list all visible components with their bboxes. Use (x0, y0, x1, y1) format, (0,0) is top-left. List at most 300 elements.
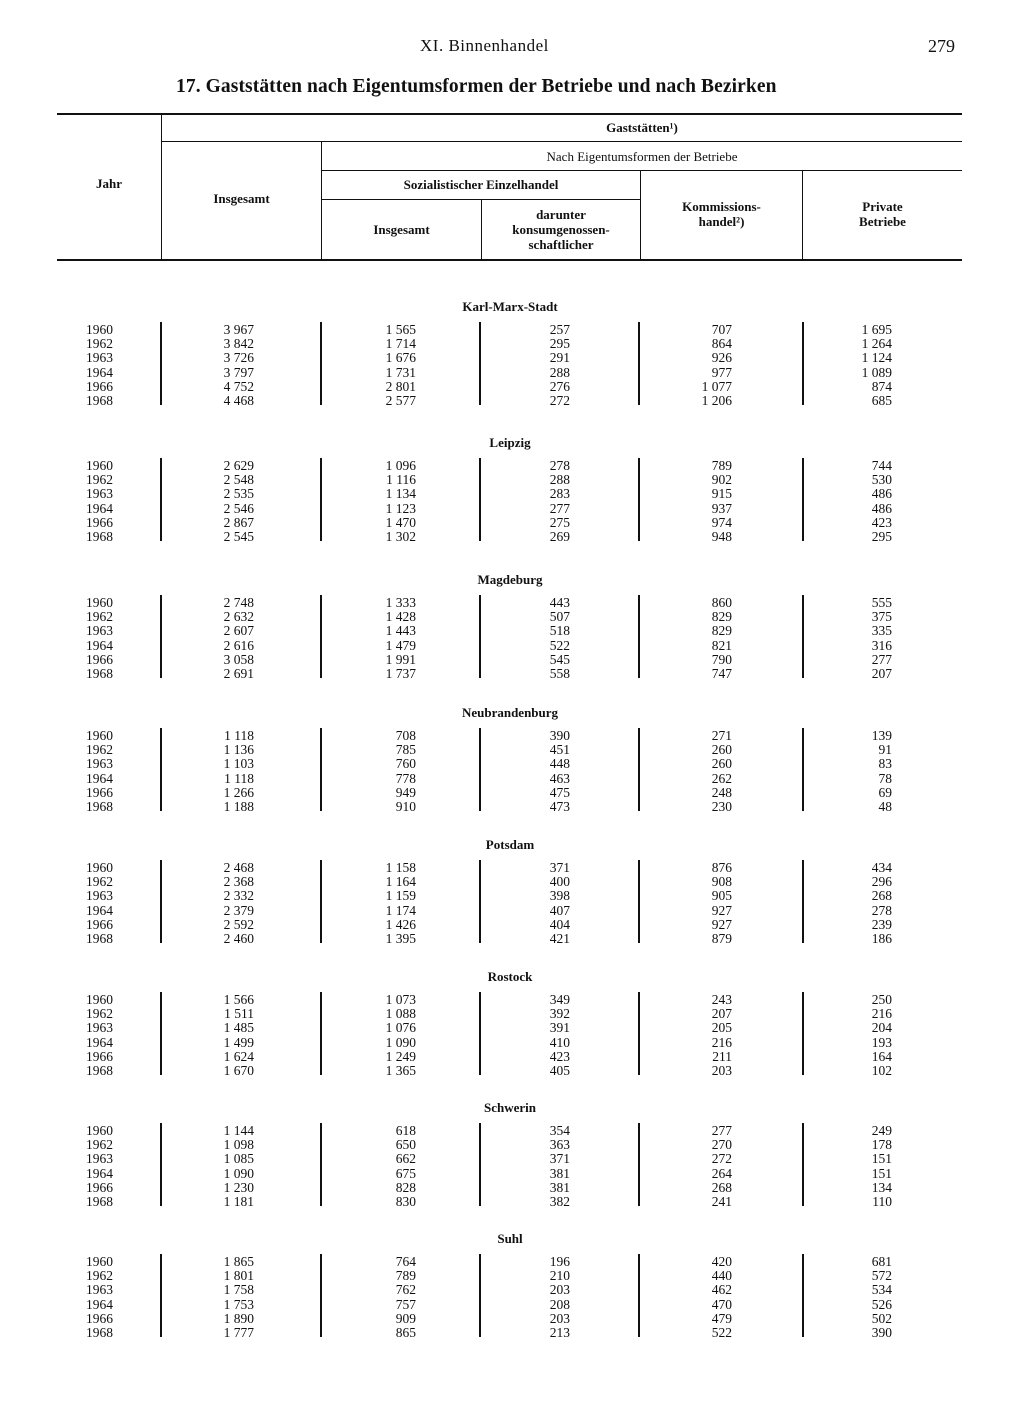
column-bar (802, 595, 804, 678)
district-heading: Magdeburg (477, 572, 543, 587)
cell-kommission: 821 (711, 637, 732, 653)
table-row (0, 366, 1024, 380)
cell-konsum: 545 (549, 651, 570, 667)
column-bar (320, 992, 322, 1075)
cell-total: 4 752 (223, 378, 254, 394)
cell-total: 1 103 (223, 756, 254, 772)
table-row (0, 516, 1024, 530)
column-bar (160, 1254, 162, 1337)
cell-kommission: 974 (711, 514, 732, 530)
cell-konsum: 404 (549, 916, 570, 932)
column-bar (320, 860, 322, 943)
cell-total: 1 485 (223, 1020, 254, 1036)
cell-konsum: 400 (549, 874, 570, 890)
header-rule-gaststaetten (162, 141, 962, 142)
cell-year: 1964 (86, 637, 113, 653)
cell-soz-total: 1 116 (386, 472, 416, 488)
cell-year: 1966 (86, 378, 113, 394)
cell-kommission: 926 (711, 350, 732, 366)
table-row (0, 530, 1024, 544)
cell-konsum: 288 (549, 472, 570, 488)
cell-total: 1 118 (224, 728, 254, 743)
cell-kommission: 927 (711, 916, 732, 932)
table-row (0, 351, 1024, 365)
cell-year: 1960 (86, 595, 113, 610)
cell-year: 1964 (86, 500, 113, 516)
cell-year: 1963 (86, 486, 113, 502)
cell-soz-total: 1 731 (385, 364, 416, 380)
cell-total: 1 188 (223, 799, 254, 814)
header-bottom-rule (57, 259, 962, 261)
cell-kommission: 790 (711, 651, 732, 667)
cell-private: 239 (871, 916, 892, 932)
cell-soz-total: 762 (395, 1282, 416, 1298)
cell-soz-total: 1 333 (385, 595, 416, 610)
cell-konsum: 522 (549, 637, 570, 653)
cell-soz-total: 1 443 (385, 623, 416, 639)
cell-soz-total: 1 134 (385, 486, 416, 502)
cell-year: 1963 (86, 350, 113, 366)
cell-soz-total: 1 395 (385, 931, 416, 946)
column-bar (320, 458, 322, 541)
cell-total: 1 777 (223, 1325, 254, 1340)
table-row (0, 337, 1024, 351)
district-heading: Potsdam (485, 837, 535, 852)
cell-private: 1 089 (861, 364, 892, 380)
column-bar (160, 992, 162, 1075)
cell-year: 1968 (86, 666, 113, 681)
cell-total: 3 842 (223, 336, 254, 352)
cell-kommission: 977 (711, 364, 732, 380)
cell-konsum: 475 (549, 784, 570, 800)
cell-konsum: 272 (549, 393, 570, 408)
cell-total: 3 797 (223, 364, 254, 380)
cell-kommission: 264 (711, 1165, 732, 1181)
cell-kommission: 440 (711, 1268, 732, 1284)
cell-konsum: 291 (549, 350, 570, 366)
cell-total: 1 085 (223, 1151, 254, 1167)
cell-total: 2 546 (223, 500, 254, 516)
cell-konsum: 405 (549, 1063, 570, 1078)
cell-soz-total: 662 (395, 1151, 416, 1167)
cell-kommission: 248 (711, 784, 732, 800)
cell-private: 1 695 (861, 322, 892, 337)
cell-kommission: 876 (711, 860, 732, 875)
cell-total: 1 118 (224, 770, 254, 786)
cell-kommission: 277 (711, 1123, 732, 1138)
cell-total: 3 058 (223, 651, 254, 667)
cell-total: 1 758 (223, 1282, 254, 1298)
cell-konsum: 423 (549, 1048, 570, 1064)
cell-konsum: 558 (549, 666, 570, 681)
cell-konsum: 278 (549, 458, 570, 473)
cell-year: 1963 (86, 756, 113, 772)
cell-soz-total: 1 426 (385, 916, 416, 932)
cell-total: 1 499 (223, 1034, 254, 1050)
header-top-rule (57, 113, 962, 115)
cell-year: 1960 (86, 322, 113, 337)
cell-konsum: 443 (549, 595, 570, 610)
cell-private: 874 (871, 378, 892, 394)
district-heading: Schwerin (484, 1100, 536, 1115)
cell-konsum: 390 (549, 728, 570, 743)
cell-private: 486 (871, 486, 892, 502)
header-darunter (482, 207, 640, 252)
cell-konsum: 410 (549, 1034, 570, 1050)
column-bar (638, 1254, 640, 1337)
cell-total: 2 592 (223, 916, 254, 932)
cell-private: 278 (871, 902, 892, 918)
cell-konsum: 392 (549, 1006, 570, 1022)
cell-year: 1964 (86, 1296, 113, 1312)
cell-total: 1 865 (223, 1254, 254, 1269)
cell-total: 2 468 (223, 860, 254, 875)
column-bar (320, 322, 322, 405)
header-gaststaetten: Gaststätten¹) (606, 120, 678, 135)
cell-kommission: 789 (711, 458, 732, 473)
table-row (0, 610, 1024, 624)
cell-year: 1963 (86, 888, 113, 904)
cell-year: 1960 (86, 860, 113, 875)
cell-total: 3 726 (223, 350, 254, 366)
column-bar (479, 322, 481, 405)
cell-year: 1968 (86, 1325, 113, 1340)
cell-total: 1 890 (223, 1310, 254, 1326)
cell-konsum: 349 (549, 992, 570, 1007)
cell-konsum: 421 (549, 931, 570, 946)
cell-konsum: 277 (549, 500, 570, 516)
column-bar (802, 322, 804, 405)
cell-private: 502 (871, 1310, 892, 1326)
cell-konsum: 196 (549, 1254, 570, 1269)
cell-kommission: 243 (711, 992, 732, 1007)
table-row (0, 918, 1024, 932)
cell-year: 1968 (86, 1063, 113, 1078)
cell-year: 1966 (86, 1048, 113, 1064)
cell-private: 151 (871, 1151, 892, 1167)
column-bar (802, 728, 804, 811)
cell-year: 1966 (86, 784, 113, 800)
column-bar (638, 728, 640, 811)
table-row (0, 653, 1024, 667)
cell-total: 2 691 (223, 666, 254, 681)
column-bar (479, 860, 481, 943)
cell-kommission: 522 (711, 1325, 732, 1340)
cell-year: 1962 (86, 609, 113, 625)
cell-year: 1962 (86, 1268, 113, 1284)
cell-soz-total: 778 (395, 770, 416, 786)
column-bar (802, 860, 804, 943)
cell-kommission: 707 (711, 322, 732, 337)
table-row (0, 1298, 1024, 1312)
cell-kommission: 230 (711, 799, 732, 814)
cell-private: 685 (871, 393, 892, 408)
cell-total: 1 753 (223, 1296, 254, 1312)
column-bar (320, 1123, 322, 1206)
cell-total: 2 379 (223, 902, 254, 918)
table-row (0, 1283, 1024, 1297)
cell-kommission: 905 (711, 888, 732, 904)
cell-private: 316 (871, 637, 892, 653)
header-rule-eigentum (322, 170, 962, 171)
table-row (0, 394, 1024, 408)
cell-soz-total: 1 158 (385, 860, 416, 875)
cell-kommission: 271 (711, 728, 732, 743)
cell-soz-total: 1 123 (385, 500, 416, 516)
column-bar (638, 458, 640, 541)
cell-private: 555 (871, 595, 892, 610)
cell-private: 249 (871, 1123, 892, 1138)
table-row (0, 596, 1024, 610)
cell-total: 1 511 (224, 1006, 254, 1022)
cell-soz-total: 708 (395, 728, 416, 743)
cell-total: 2 616 (223, 637, 254, 653)
table-row (0, 1021, 1024, 1035)
cell-konsum: 257 (549, 322, 570, 337)
cell-private: 83 (878, 756, 892, 772)
cell-total: 1 136 (223, 742, 254, 758)
cell-private: 110 (872, 1194, 892, 1209)
cell-private: 1 124 (861, 350, 892, 366)
table-row (0, 380, 1024, 394)
header-darunter-line2: konsumgenossen- (512, 222, 610, 237)
column-bar (160, 458, 162, 541)
cell-year: 1962 (86, 336, 113, 352)
cell-kommission: 908 (711, 874, 732, 890)
column-bar (479, 458, 481, 541)
district-heading: Neubrandenburg (461, 705, 559, 720)
cell-year: 1962 (86, 742, 113, 758)
cell-total: 1 801 (223, 1268, 254, 1284)
column-bar (160, 728, 162, 811)
cell-private: 744 (871, 458, 892, 473)
district-heading: Rostock (487, 969, 533, 984)
cell-soz-total: 1 714 (385, 336, 416, 352)
header-kommission (641, 199, 802, 229)
cell-total: 1 098 (223, 1137, 254, 1153)
cell-kommission: 829 (711, 609, 732, 625)
table-row (0, 1050, 1024, 1064)
cell-kommission: 879 (711, 931, 732, 946)
cell-soz-total: 910 (395, 799, 416, 814)
cell-year: 1963 (86, 1020, 113, 1036)
cell-private: 207 (871, 666, 892, 681)
cell-private: 681 (871, 1254, 892, 1269)
cell-total: 2 545 (223, 529, 254, 544)
cell-konsum: 208 (549, 1296, 570, 1312)
table-row (0, 639, 1024, 653)
cell-private: 139 (871, 728, 892, 743)
cell-kommission: 747 (711, 666, 732, 681)
cell-soz-total: 675 (395, 1165, 416, 1181)
header-private-line2: Betriebe (859, 214, 906, 229)
table-title: 17. Gaststätten nach Eigentumsformen der Betriebe und nach Bezirken (176, 76, 777, 97)
cell-soz-total: 830 (395, 1194, 416, 1209)
cell-total: 1 670 (223, 1063, 254, 1078)
cell-total: 2 748 (223, 595, 254, 610)
cell-soz-total: 909 (395, 1310, 416, 1326)
header-darunter-line3: schaftlicher (528, 237, 594, 252)
cell-total: 2 632 (223, 609, 254, 625)
cell-year: 1966 (86, 514, 113, 530)
cell-private: 91 (878, 742, 892, 758)
cell-private: 277 (871, 651, 892, 667)
table-row (0, 743, 1024, 757)
cell-private: 250 (871, 992, 892, 1007)
cell-kommission: 270 (711, 1137, 732, 1153)
cell-year: 1962 (86, 472, 113, 488)
running-head (0, 36, 1024, 56)
cell-private: 216 (871, 1006, 892, 1022)
cell-private: 295 (871, 529, 892, 544)
cell-year: 1966 (86, 651, 113, 667)
cell-total: 2 368 (223, 874, 254, 890)
cell-konsum: 283 (549, 486, 570, 502)
cell-private: 375 (871, 609, 892, 625)
cell-private: 390 (871, 1325, 892, 1340)
cell-total: 2 548 (223, 472, 254, 488)
table-row (0, 786, 1024, 800)
page-number: 279 (928, 36, 955, 56)
cell-year: 1968 (86, 1194, 113, 1209)
cell-soz-total: 1 991 (385, 651, 416, 667)
cell-year: 1963 (86, 1282, 113, 1298)
table-row (0, 861, 1024, 875)
header-soz-einzelhandel: Sozialistischer Einzelhandel (403, 177, 559, 192)
cell-kommission: 902 (711, 472, 732, 488)
cell-kommission: 420 (711, 1254, 732, 1269)
cell-kommission: 1 206 (701, 393, 732, 408)
cell-private: 48 (878, 799, 892, 814)
cell-year: 1966 (86, 1310, 113, 1326)
cell-konsum: 210 (549, 1268, 570, 1284)
table-row (0, 772, 1024, 786)
cell-private: 78 (878, 770, 892, 786)
table-row (0, 459, 1024, 473)
cell-private: 1 264 (861, 336, 892, 352)
cell-soz-total: 865 (395, 1325, 416, 1340)
cell-kommission: 937 (711, 500, 732, 516)
cell-total: 2 535 (223, 486, 254, 502)
cell-private: 186 (871, 931, 892, 946)
column-bar (160, 1123, 162, 1206)
cell-private: 204 (871, 1020, 892, 1036)
cell-total: 1 230 (223, 1179, 254, 1195)
cell-konsum: 269 (549, 529, 570, 544)
column-bar (479, 595, 481, 678)
column-bar (479, 1254, 481, 1337)
cell-private: 134 (871, 1179, 892, 1195)
district-heading: Suhl (497, 1231, 523, 1246)
cell-konsum: 451 (549, 742, 570, 758)
cell-konsum: 288 (549, 364, 570, 380)
table-row (0, 1036, 1024, 1050)
cell-konsum: 276 (549, 378, 570, 394)
cell-kommission: 470 (711, 1296, 732, 1312)
column-bar (479, 728, 481, 811)
header-divider-jahr (161, 114, 162, 259)
cell-konsum: 518 (549, 623, 570, 639)
table-row (0, 889, 1024, 903)
cell-total: 2 460 (223, 931, 254, 946)
table-row (0, 1195, 1024, 1209)
column-bar (802, 1123, 804, 1206)
table-row (0, 800, 1024, 814)
column-bar (802, 1254, 804, 1337)
cell-kommission: 260 (711, 756, 732, 772)
table-row (0, 502, 1024, 516)
table-row (0, 473, 1024, 487)
header-eigentumsformen: Nach Eigentumsformen der Betriebe (546, 149, 738, 164)
cell-konsum: 507 (549, 609, 570, 625)
cell-total: 1 566 (223, 992, 254, 1007)
cell-private: 572 (871, 1268, 892, 1284)
cell-year: 1968 (86, 799, 113, 814)
cell-year: 1960 (86, 458, 113, 473)
cell-year: 1966 (86, 916, 113, 932)
cell-konsum: 381 (549, 1179, 570, 1195)
column-bar (479, 992, 481, 1075)
table-row (0, 993, 1024, 1007)
cell-kommission: 948 (711, 529, 732, 544)
column-bar (160, 322, 162, 405)
cell-total: 2 332 (223, 888, 254, 904)
cell-soz-total: 1 249 (385, 1048, 416, 1064)
table-row (0, 932, 1024, 946)
table-row (0, 1064, 1024, 1078)
header-kommission-line1: Kommissions- (682, 199, 761, 214)
cell-total: 3 967 (223, 322, 254, 337)
cell-soz-total: 2 577 (385, 393, 416, 408)
table-row (0, 904, 1024, 918)
table-row (0, 667, 1024, 681)
table-row (0, 1007, 1024, 1021)
cell-year: 1960 (86, 1254, 113, 1269)
cell-year: 1964 (86, 902, 113, 918)
cell-year: 1962 (86, 874, 113, 890)
table-row (0, 1181, 1024, 1195)
cell-kommission: 207 (711, 1006, 732, 1022)
cell-year: 1968 (86, 529, 113, 544)
column-bar (802, 458, 804, 541)
cell-kommission: 860 (711, 595, 732, 610)
table-row (0, 1124, 1024, 1138)
cell-kommission: 268 (711, 1179, 732, 1195)
cell-soz-total: 764 (395, 1254, 416, 1269)
cell-private: 335 (871, 623, 892, 639)
cell-kommission: 211 (712, 1048, 732, 1064)
cell-private: 164 (871, 1048, 892, 1064)
cell-year: 1964 (86, 1165, 113, 1181)
cell-year: 1962 (86, 1137, 113, 1153)
cell-soz-total: 1 737 (385, 666, 416, 681)
cell-year: 1968 (86, 931, 113, 946)
header-jahr: Jahr (96, 176, 122, 191)
column-bar (320, 728, 322, 811)
cell-year: 1960 (86, 992, 113, 1007)
cell-soz-total: 1 164 (385, 874, 416, 890)
cell-soz-total: 1 428 (385, 609, 416, 625)
cell-konsum: 275 (549, 514, 570, 530)
cell-private: 434 (871, 860, 892, 875)
cell-konsum: 448 (549, 756, 570, 772)
cell-private: 526 (871, 1296, 892, 1312)
cell-konsum: 463 (549, 770, 570, 786)
cell-soz-total: 949 (395, 784, 416, 800)
cell-kommission: 864 (711, 336, 732, 352)
cell-kommission: 915 (711, 486, 732, 502)
column-bar (638, 992, 640, 1075)
